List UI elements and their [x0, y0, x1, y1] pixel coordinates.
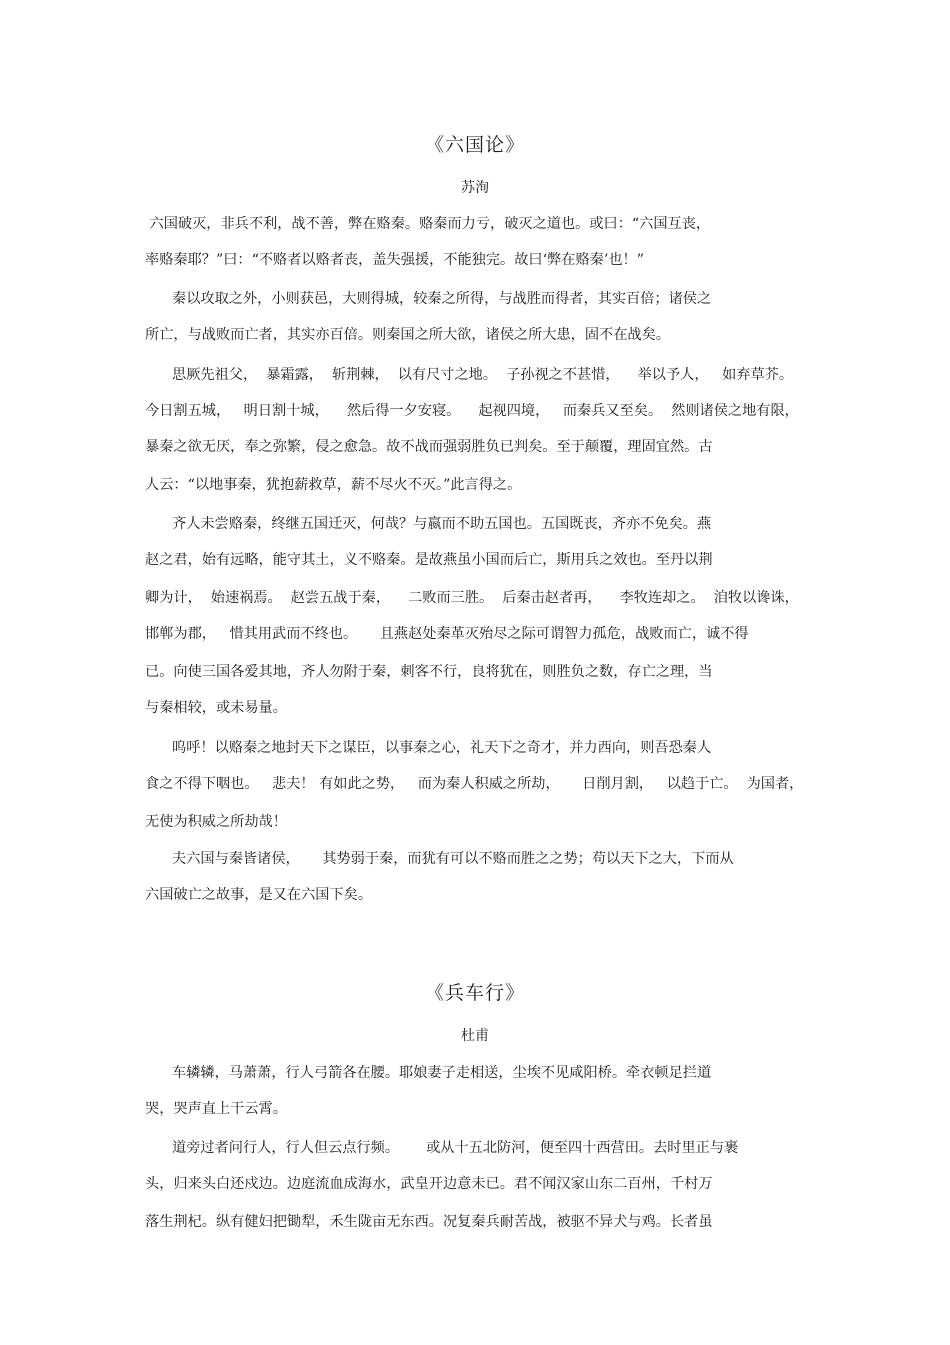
text-line: 已。向使三国各爱其地，齐人勿附于秦，刺客不行，良将犹在，则胜负之数，存亡之理，当 — [145, 664, 713, 680]
text-line: 落生荆杞。纵有健妇把锄犁，禾生陇亩无东西。况复秦兵耐苦战，被驱不异犬与鸡。长者虽 — [145, 1214, 713, 1230]
text-line: 率赂秦耶？”曰：“不赂者以赂者丧，盖失强援，不能独完。故曰‘弊在赂秦’也！” — [145, 252, 644, 268]
text-line: 哭，哭声直上干云霄。 — [145, 1101, 287, 1117]
text-line: 今日割五城， 明日割十城， 然后得一夕安寝。 起视四境， 而秦兵又至矣。 然则诸侯之地有限， — [145, 403, 799, 419]
text-line: 道旁过者问行人，行人但云点行频。 或从十五北防河，便至四十西营田。去时里正与裹 — [145, 1140, 739, 1156]
text-line: 思厥先祖父， 暴霜露， 斩荆棘， 以有尺寸之地。 子孙视之不甚惜， 举以予人， 如弃草芥。 — [145, 367, 794, 383]
text-line: 所亡，与战败而亡者，其实亦百倍。则秦国之所大欲，诸侯之所大患，固不在战矣。 — [145, 327, 670, 343]
poem-title: 《兵车行》 — [424, 982, 525, 1004]
text-line: 呜呼！以赂秦之地封天下之谋臣，以事秦之心，礼天下之奇才，并力西向，则吾恐秦人 — [145, 740, 712, 756]
text-line: 齐人未尝赂秦，终继五国迁灭，何哉？与嬴而不助五国也。五国既丧，齐亦不免矣。燕 — [145, 516, 712, 532]
text-line: 六国破亡之故事，是又在六国下矣。 — [145, 887, 373, 903]
essay-author: 苏洵 — [461, 180, 489, 196]
text-line: 赵之君，始有远略，能守其土，义不赂秦。是故燕虽小国而后亡，斯用兵之效也。至丹以荆 — [145, 552, 713, 568]
text-line: 夫六国与秦皆诸侯， 其势弱于秦，而犹有可以不赂而胜之之势；苟以天下之大，下而从 — [145, 851, 734, 867]
text-line: 人云：“以地事秦，犹抱薪救草，薪不尽火不灭。”此言得之。 — [145, 477, 522, 493]
text-line: 无使为积威之所劫哉！ — [145, 814, 287, 830]
text-line: 食之不得下咽也。 悲夫！ 有如此之势， 而为秦人积威之所劫， 日削月割， 以趋于亡。 为国者， — [145, 776, 804, 792]
text-line: 邯郸为郡， 惜其用武而不终也。 且燕赵处秦革灭殆尽之际可谓智力孤危，战败而亡，诚不得 — [145, 626, 749, 642]
text-line: 头，归来头白还戍边。边庭流血成海水，武皇开边意未已。君不闻汉家山东二百州，千村万 — [145, 1176, 713, 1192]
text-line: 车辚辚，马萧萧，行人弓箭各在腰。耶娘妻子走相送，尘埃不见咸阳桥。牵衣顿足拦道 — [145, 1065, 712, 1081]
text-line: 暴秦之欲无厌，奉之弥繁，侵之愈急。故不战而强弱胜负已判矣。至于颠覆，理固宜然。古 — [145, 439, 713, 455]
essay-title: 《六国论》 — [424, 134, 525, 156]
text-line: 卿为计， 始速祸焉。 赵尝五战于秦， 二败而三胜。 后秦击赵者再， 李牧连却之。 洎牧以谗诛， — [145, 590, 799, 606]
text-line: 与秦相较，或未易量。 — [145, 700, 287, 716]
text-line: 六国破灭，非兵不利，战不善，弊在赂秦。赂秦而力亏，破灭之道也。或曰：“六国互丧， — [145, 216, 711, 232]
text-line: 秦以攻取之外，小则获邑，大则得城，较秦之所得，与战胜而得者，其实百倍；诸侯之 — [145, 291, 712, 307]
poem-author: 杜甫 — [461, 1028, 489, 1044]
